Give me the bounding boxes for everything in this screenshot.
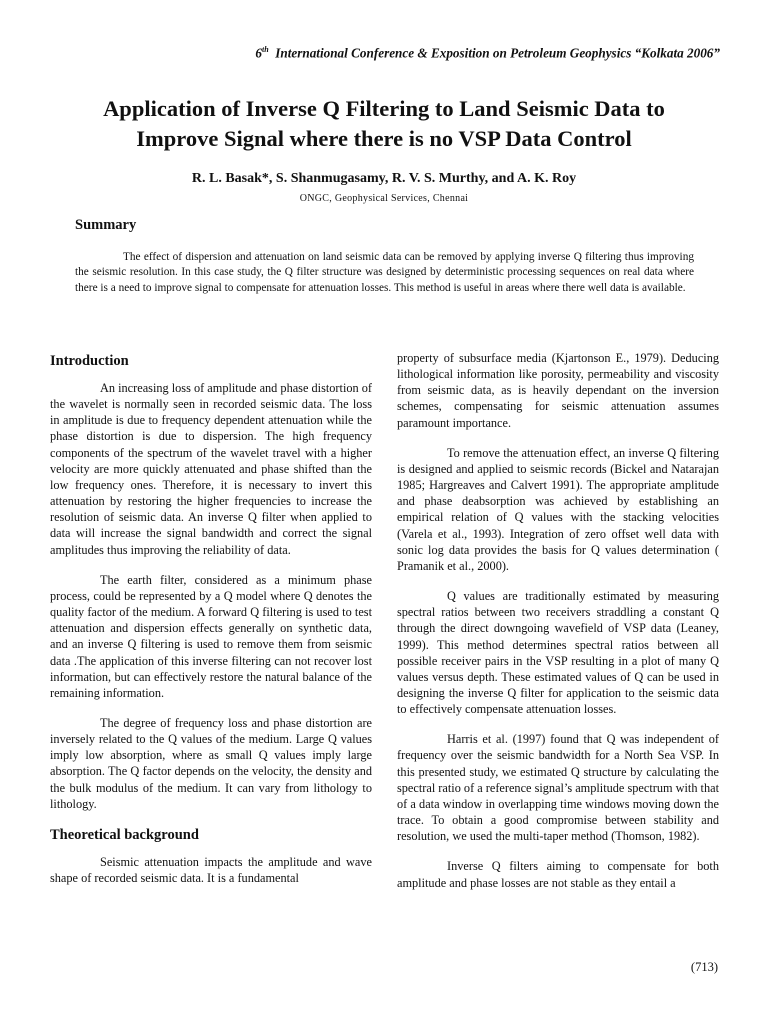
right-paragraph-2: Q values are traditionally estimated by measuring spectral ratios between two receivers straddling a constant Q through the direct downgoing wavefield of VSP data (Leaney, 1999). This method determines spectral ratios between all possible receiver pairs in the VSP resulting in a plot of many Q values versus depth. These estimated values of Q can be used in designing the inverse Q filter for application to the seismic data to effectively compensate attenuation losses. — [397, 589, 719, 717]
author-list: R. L. Basak*, S. Shanmugasamy, R. V. S. Murthy, and A. K. Roy — [191, 171, 577, 186]
left-column — [50, 350, 372, 900]
right-paragraph-3: Harris et al. (1997) found that Q was independent of frequency over the seismic bandwidth for a North Sea VSP. In this presented study, we estimated Q structure by calculating the spectral ratio of a reference signal’s amplitude spectrum with that of a data window in overlapping time windows moving down the trace. To obtain a good compromise between stability and resolution, we used the multi-taper method (Thomson, 1982). — [397, 732, 719, 844]
affiliation: ONGC, Geophysical Services, Chennai — [299, 193, 469, 204]
introduction-heading: Introduction — [50, 353, 129, 369]
intro-paragraph-3: The degree of frequency loss and phase distortion are inversely related to the Q values of the medium. Large Q values imply low absorption, where as small Q values imply large absorption. The Q factor depends on the velocity, the density and the bulk modulus of the medium. It can vary from lithology to lithology. — [50, 715, 372, 811]
page-number: (713) — [690, 960, 718, 974]
theory-paragraph-1: Seismic attenuation impacts the amplitude and wave shape of recorded seismic data. It is a fundamental — [50, 854, 372, 886]
edition-number: 6 — [255, 45, 262, 61]
theory-heading: Theoretical background — [50, 826, 199, 843]
conference-name: International Conference & Exposition on Petroleum Geophysics “Kolkata 2006” — [275, 45, 720, 61]
edition-suffix: th — [261, 45, 269, 54]
summary-text: The effect of dispersion and attenuation on land seismic data can be removed by applying inverse Q filtering thus improving the seismic resolution. In this case study, the Q filter structure was designed by deterministic processing sequences on real data where there is a need to improve signal to compensate for attenuation losses. This method is useful in areas where there well data is available. — [75, 251, 694, 294]
intro-paragraph-2: The earth filter, considered as a minimum phase process, could be represented by a Q model where Q denotes the quality factor of the medium. A forward Q filtering is used to test attenuation and dispersion effects generally on synthetic data, and an inverse Q filtering is used to remove them from seismic data .The application of this inverse filtering can not recover lost information, but can effectively restore the natural balance of the remaining information. — [50, 572, 372, 700]
title-line-1: Application of Inverse Q Filtering to Land Seismic Data to — [103, 96, 665, 121]
title-line-2: Improve Signal where there is no VSP Data Control — [136, 126, 632, 151]
right-column — [397, 350, 719, 905]
right-paragraph-1: To remove the attenuation effect, an inverse Q filtering is designed and applied to seismic records (Bickel and Natarajan 1985; Hargreaves and Calvert 1991). The appropriate amplitude and phase deabsorption was achieved by establishing an empirical relation of Q values with the stacking velocities (Varela et al., 1993). Integration of zero offset well data with sonic log data provides the basis for Q values determination ( Pramanik et al., 2000). — [397, 445, 719, 573]
continued-paragraph: property of subsurface media (Kjartonson E., 1979). Deducing lithological information like porosity, permeability and viscosity from seismic data, as is heavily dependant on the inversion schemes, compensating for seismic attenuation assumes paramount importance. — [397, 351, 719, 430]
summary-heading: Summary — [75, 217, 137, 233]
right-paragraph-4: Inverse Q filters aiming to compensate for both amplitude and phase losses are not stable as they entail a — [397, 859, 719, 890]
running-header — [255, 45, 720, 61]
paper-title — [40, 94, 728, 154]
intro-paragraph-1: An increasing loss of amplitude and phase distortion of the wavelet is normally seen in recorded seismic data. The loss in amplitude is due to frequency dependent attenuation while the phase distortion is due to dispersion. The high frequency components of the spectrum of the wavelet travel with a higher velocity are more quickly attenuated and phase shifted than the low frequency ones. Therefore, it is necessary to invert this attenuation by restoring the higher frequencies to increase the resolution of seismic data. An inverse Q filter when applied to data will increase the signal bandwidth and correct the signal amplitudes thus improving the reliability of data. — [50, 381, 372, 557]
